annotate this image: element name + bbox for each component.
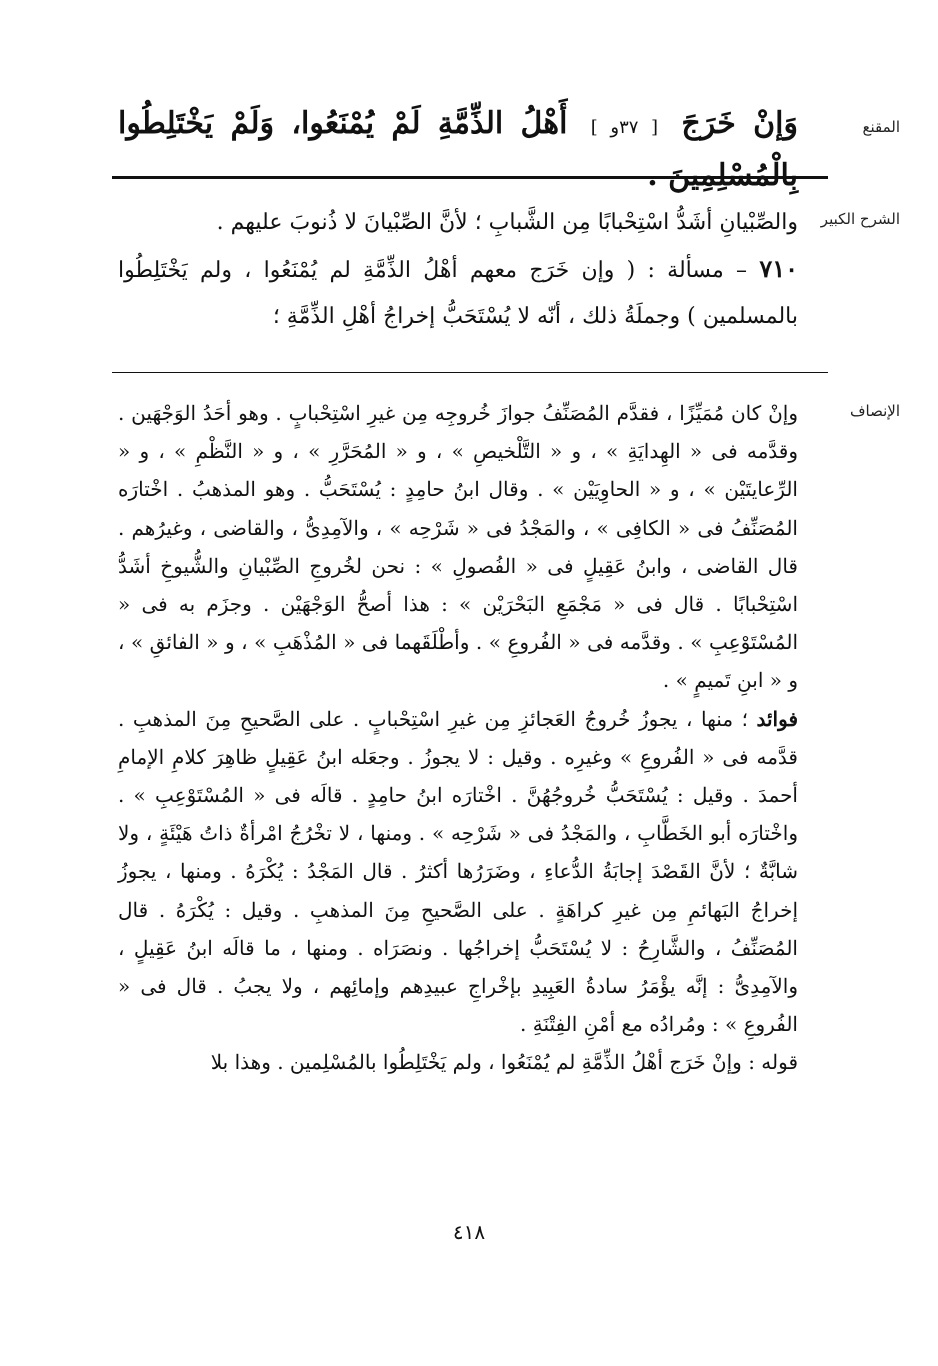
section-divider-thick [112, 176, 828, 179]
fawaid-label: فوائد [756, 706, 798, 731]
section-label-muqni: المقنع [862, 118, 900, 136]
section-divider-thin [112, 372, 828, 373]
muqni-text-end: أَهْلُ الذِّمَّةِ لَمْ يُمْنَعُوا، وَلَمْ يَخْتَلِطُوا بِالْمُسْلِمِينَ . [118, 106, 798, 193]
question-text: – مسألة : ( وإن خَرَج معهم أهْلُ الذِّمَّةِ لم يُمْنَعُوا ، ولم يَخْتَلِطُوا بالمسلمين ) وجملَةُ ذلك ، أنّه لا يُسْتَحَبُّ إخراجُ أهْلِ الذِّمَّةِ ؛ [118, 258, 798, 329]
insaf-paragraph-1: وإنْ كان مُمَيِّزًا ، فقدَّم المُصَنِّفُ جوازَ خُروجِه مِن غيرِ اسْتِحْبابٍ . وهو أحَدُ الوَجْهَين . وقدَّمه فى « الهِدايَةِ » ، و « التَّلْخيصِ » ، و « المُحَرَّرِ » ، و « النَّظْمِ » ، و « الرِّعايتَيْن » ، و « الحاوِيَيْن » . وقال ابنُ حامِدٍ : يُسْتَحَبُّ . وهو المذهبُ . اخْتارَه المُصَنِّفُ فى « الكافِى » ، والمَجْدُ فى « شَرْحِه » ، والآمِدِىُّ ، والقاضى ، وغيرُهم . قال القاضى ، وابنُ عَقِيلٍ فى « الفُصولِ » : نحن لخُروجِ الصِّبْيانِ والشُّيوخِ أشَدُّ اسْتِحْبابًا . قال فى « مَجْمَعِ البَحْرَيْن » : هذا أصحُّ الوَجْهَيْن . وجزَم به فى « المُسْتَوْعِبِ » . وقدَّمه فى « الفُروعِ » . وأطْلَقَهما فى « المُذْهَبِ » ، و « الفائقِ » ، و « ابنِ تَميمٍ » . [118, 401, 798, 693]
muqni-text [118, 100, 798, 200]
muqni-text-start: وَإنْ خَرَجَ [681, 106, 798, 141]
section-label-sharh: الشرح الكبير [820, 210, 900, 228]
sharh-question [118, 246, 798, 340]
insaf-paragraph-2 [118, 700, 798, 1044]
manuscript-folio-ref: [ ٣٧و ] [590, 117, 659, 138]
insaf-text [118, 394, 798, 1082]
sharh-text [118, 200, 798, 340]
insaf-paragraph-3: قوله : وإنْ خَرَج أهْلُ الذِّمَّةِ لم يُمْنَعُوا ، ولم يَخْتَلِطُوا بالمُسْلِمين . وهذا بلا [210, 1050, 798, 1075]
fawaid-text: ؛ منها ، يجوزُ خُروجُ العَجائزِ مِن غيرِ اسْتِحْبابٍ . على الصَّحيحِ مِنَ المذهبِ . قدَّمه فى « الفُروعِ » وغيرِه . وقيل : لا يجوزُ . وجعَله ابنُ عَقِيلٍ ظاهِرَ كلامِ الإمامِ أحمدَ . وقيل : يُسْتَحَبُّ خُروجُهُنَّ . اخْتارَه ابنُ حامِدٍ . قالَه فى « المُسْتَوْعِبِ » . واخْتارَه أبو الخَطَّابِ ، والمَجْدُ فى « شَرْحِه » . ومنها ، لا تخْرُجُ امْرأةٌ ذاتُ هَيْئَةٍ ، ولا شابَّةٌ ؛ لأنَّ القَصْدَ إجابَةُ الدُّعاءِ ، وضَرَرُها أكثرُ . قال المَجْدُ : يُكْرَهُ . ومنها ، يجوزُ إخراجُ البَهائمِ مِن غيرِ كراهَةٍ . على الصَّحيحِ مِنَ المذهبِ . وقيل : يُكْرَهُ . قال المُصَنِّفُ ، والشَّارِحُ : لا يُسْتَحَبُّ إخراجُها . ونصَرَاه . ومنها ، ما قالَه ابنُ عَقِيلٍ ، والآمِدِىُّ : إنَّه يؤْمَرُ سادةُ العَبِيدِ بإخْراجِ عبيدِهم وإمائِهم ، ولا يجبُ . قال فى « الفُروعِ » : ومُرادُه مع أمْنِ الفِتْنَةِ . [118, 706, 798, 1037]
section-label-insaf: الإنصاف [849, 402, 900, 420]
page-number: ٤١٨ [452, 1220, 486, 1244]
question-number: ٧١٠ [759, 254, 798, 283]
sharh-line-1: والصِّبْيانِ أشَدُّ اسْتِحْبابًا مِن الشَّبابِ ؛ لأنَّ الصِّبْيانَ لا ذُنوبَ عليهم . [216, 210, 798, 235]
